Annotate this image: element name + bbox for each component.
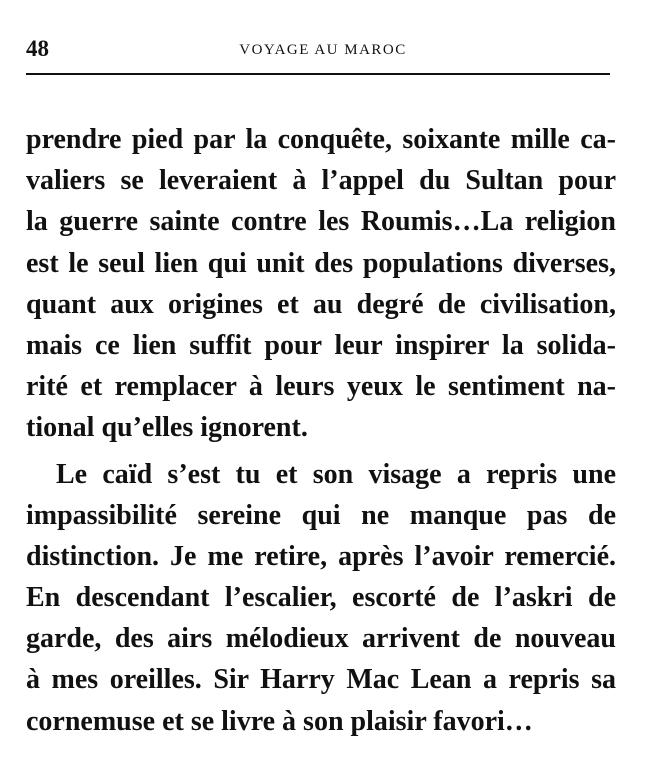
paragraph-2 (26, 454, 616, 742)
text-line: impassibilité sereine qui ne manque pas de (26, 499, 616, 531)
text-line: mais ce lien suffit pour leur inspirer la solida- (26, 329, 616, 361)
text-line: prendre pied par la conquête, soixante mille ca- (26, 124, 616, 155)
paragraph-1 (26, 119, 616, 449)
text-line: tional qu’elles ignorent. (26, 412, 308, 444)
text-line: cornemuse et se livre à son plaisir favori… (26, 705, 533, 737)
body-text (26, 119, 616, 742)
text-line: est le seul lien qui unit des populations diverses, (26, 247, 616, 279)
text-line: valiers se leveraient à l’appel du Sultan pour (26, 165, 616, 197)
text-line: à mes oreilles. Sir Harry Mac Lean a repris sa (26, 664, 616, 696)
header-rule (26, 73, 610, 75)
text-line: Le caïd s’est tu et son visage a repris une (56, 458, 616, 490)
text-line: la guerre sainte contre les Roumis…La religion (26, 206, 616, 238)
text-line: rité et remplacer à leurs yeux le sentiment na- (26, 371, 616, 403)
running-title: VOYAGE AU MAROC (239, 42, 407, 58)
text-line: quant aux origines et au degré de civilisation, (26, 288, 616, 320)
text-line: distinction. Je me retire, après l’avoir remercié. (26, 540, 616, 572)
text-line: En descendant l’escalier, escorté de l’askri de (26, 582, 616, 614)
page-header (26, 36, 620, 66)
page-number: 48 (26, 36, 49, 61)
text-line: garde, des airs mélodieux arrivent de nouveau (26, 623, 616, 655)
